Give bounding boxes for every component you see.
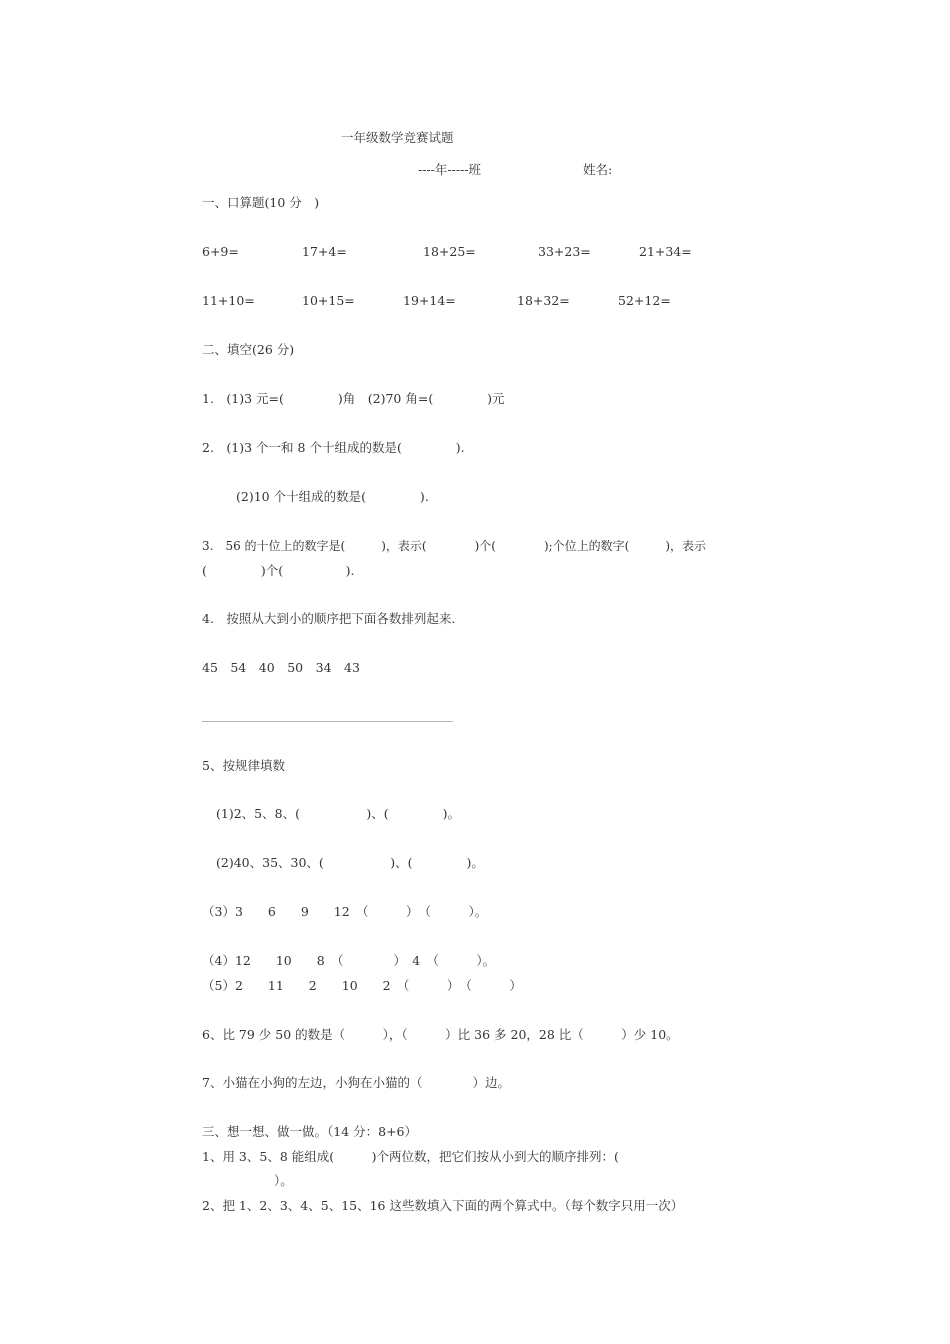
arith-problem: 18+32= (517, 293, 570, 308)
arith-problem: 11+10= (202, 293, 255, 308)
section3-question-1a: 1、用 3、5、8 能组成( )个两位数，把它们按从小到大的顺序排列：( (202, 1149, 619, 1164)
question-5-heading: 5、按规律填数 (202, 758, 285, 773)
class-line: ----年-----班 (418, 162, 482, 177)
question-1: 1. (1)3 元=( )角 (2)70 角=( )元 (202, 391, 505, 406)
question-4-numbers: 45 54 40 50 34 43 (202, 660, 360, 675)
arith-problem: 6+9= (202, 244, 239, 259)
question-2a: 2. (1)3 个一和 8 个十组成的数是( ). (202, 440, 465, 455)
question-5-2: (2)40、35、30、( )、( )。 (216, 855, 484, 870)
name-label: 姓名: (583, 162, 613, 177)
question-6: 6、比 79 少 50 的数是（ ），（ ）比 36 多 20，28 比（ ）少 10。 (202, 1027, 679, 1042)
arith-problem: 18+25= (423, 244, 476, 259)
question-5-4: （4）12 10 8 （ ） 4 （ ）。 (202, 953, 496, 968)
page-title: 一年级数学竞赛试题 (341, 130, 454, 145)
arith-problem: 17+4= (302, 244, 347, 259)
arith-problem: 33+23= (538, 244, 591, 259)
section2-heading: 二、填空(26 分) (202, 342, 295, 357)
arith-problem: 52+12= (618, 293, 671, 308)
section3-question-1b: ）。 (274, 1173, 293, 1188)
question-5-5: （5）2 11 2 10 2 （ ） （ ） (202, 978, 522, 993)
section3-question-2: 2、把 1、2、3、4、5、15、16 这些数填入下面的两个算式中。（每个数字只用一次） (202, 1198, 684, 1213)
question-3b: ( )个( ). (202, 563, 355, 578)
arith-problem: 10+15= (302, 293, 355, 308)
section1-heading: 一、口算题(10 分 ) (202, 195, 320, 210)
answer-line (202, 721, 453, 722)
question-7: 7、小猫在小狗的左边，小狗在小猫的（ ）边。 (202, 1075, 510, 1090)
arith-problem: 21+34= (639, 244, 692, 259)
question-4: 4. 按照从大到小的顺序把下面各数排列起来. (202, 611, 456, 626)
question-5-3: （3）3 6 9 12 （ ） （ ）。 (202, 904, 488, 919)
question-3a: 3. 56 的十位上的数字是( )，表示( )个( );个位上的数字( )，表示 (202, 539, 707, 553)
arith-problem: 19+14= (403, 293, 456, 308)
section3-heading: 三、想一想、做一做。（14 分：8+6） (202, 1124, 418, 1139)
question-5-1: (1)2、5、8、( )、( )。 (216, 806, 461, 821)
question-2b: (2)10 个十组成的数是( ). (236, 489, 429, 504)
